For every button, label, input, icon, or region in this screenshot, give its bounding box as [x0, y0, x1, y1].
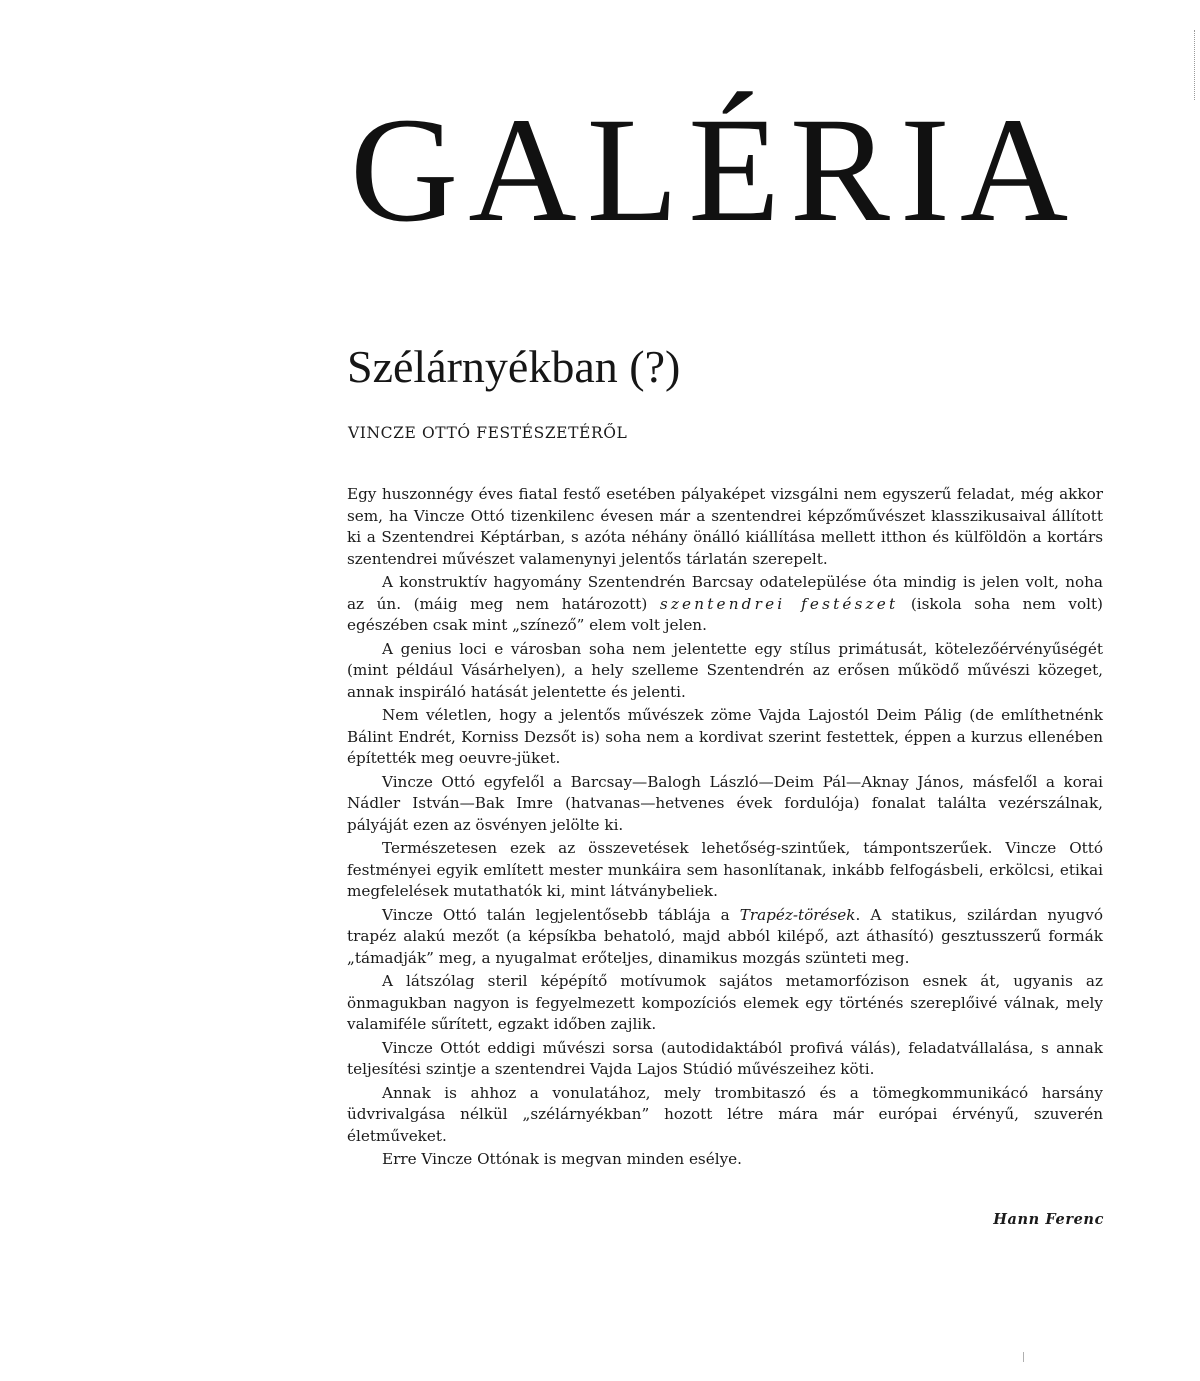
paragraph-2	[347, 572, 1103, 637]
paragraph-5: Vincze Ottó egyfelől a Barcsay—Balogh László—Deim Pál—Aknay János, másfelől a korai Nádler István—Bak Imre (hatvanas—hetvenes évek fordulója) fonalat találta vezérszálnak, pályáját ezen az ösvényen jelölte ki.	[347, 772, 1103, 834]
paragraph-4: Nem véletlen, hogy a jelentős művészek zöme Vajda Lajostól Deim Pálig (de említhetnénk Bálint Endrét, Korniss Dezsőt is) soha nem a kordivat szerint festettek, éppen a kurzus ellenében építették meg oeuvre-jüket.	[347, 706, 1103, 767]
author-signature: Hann Ferenc	[993, 1211, 1104, 1228]
section-title: GALÉRIA	[350, 87, 1079, 253]
paragraph-8: A látszólag steril képépítő motívumok sajátos metamorfózison esnek át, ugyanis az önmagukban nagyon is fegyelmezett kompozíciós elemek egy történés szereplőivé válnak, mely valamiféle sűrített, egzakt időben zajlik.	[347, 972, 1103, 1033]
article-body	[347, 484, 1103, 1173]
print-mark	[1023, 1352, 1024, 1362]
paragraph-2-text-a: A konstruktív hagyomány Szentendrén Barcsay odatelepülése óta mindig is jelen volt, noha az ún. (máig meg nem határozott)	[347, 573, 1103, 613]
paragraph-7-artwork-title: Trapéz-törések	[739, 905, 856, 924]
paragraph-7-text-a: Vincze Ottó talán legjelentősebb táblája a	[382, 905, 740, 924]
paragraph-10: Annak is ahhoz a vonulatához, mely trombitaszó és a tömegkommunikácó harsány üdvrivalgása nélkül „szélárnyékban” hozott létre mára már európai érvényű, szuverén életműveket.	[347, 1083, 1103, 1145]
paragraph-6: Természetesen ezek az összevetések lehetőség-szintűek, támpontszerűek. Vincze Ottó festményei egyik említett mester munkáira sem hasonlítanak, inkább felfogásbeli, erkölcsi, etikai megfelelések mutathatók ki, mint látványbeliek.	[347, 839, 1103, 900]
paragraph-1: Egy huszonnégy éves fiatal festő esetében pályaképet vizsgálni nem egyszerű feladat, még akkor sem, ha Vincze Ottó tizenkilenc évesen már a szentendrei képzőművészet klasszikusaival állított ki a Szentendrei Képtárban, s azóta néhány önálló kiállítása mellett itthon és külföldön a kortárs szentendrei művészet valamenynyi jelentős tárlatán szerepelt.	[347, 485, 1103, 568]
paragraph-11: Erre Vincze Ottónak is megvan minden esélye.	[382, 1150, 742, 1168]
page-edge-mark	[1194, 30, 1197, 100]
paragraph-7	[347, 905, 1103, 970]
paragraph-7-text-b: . A statikus, szilárdan nyugvó trapéz alakú mezőt (a képsíkba behatoló, majd abból kilépő, azt áthasító) gesztusszerű formák „támadják” meg, a nyugalmat erőteljes, dinamikus mozgás szünteti meg.	[347, 905, 1103, 967]
paragraph-9: Vincze Ottót eddigi művészi sorsa (autodidaktából profivá válás), feladatvállalása, s annak teljesítési szintje a szentendrei Vajda Lajos Stúdió művészeihez köti.	[347, 1038, 1103, 1078]
article-title: Szélárnyékban (?)	[347, 341, 681, 392]
paragraph-3: A genius loci e városban soha nem jelentette egy stílus primátusát, kötelezőérvényűségét (mint például Vásárhelyen), a hely szelleme Szentendrén az erősen működő művészi közeget, annak inspiráló hatását jelentette és jelenti.	[347, 639, 1103, 701]
paragraph-2-text-b: (iskola soha nem volt) egészében csak mint „színező” elem volt jelen.	[347, 594, 1103, 634]
paragraph-2-emphasis: szentendrei festészet	[659, 594, 899, 613]
article-subtitle: VINCZE OTTÓ FESTÉSZETÉRŐL	[348, 424, 628, 442]
